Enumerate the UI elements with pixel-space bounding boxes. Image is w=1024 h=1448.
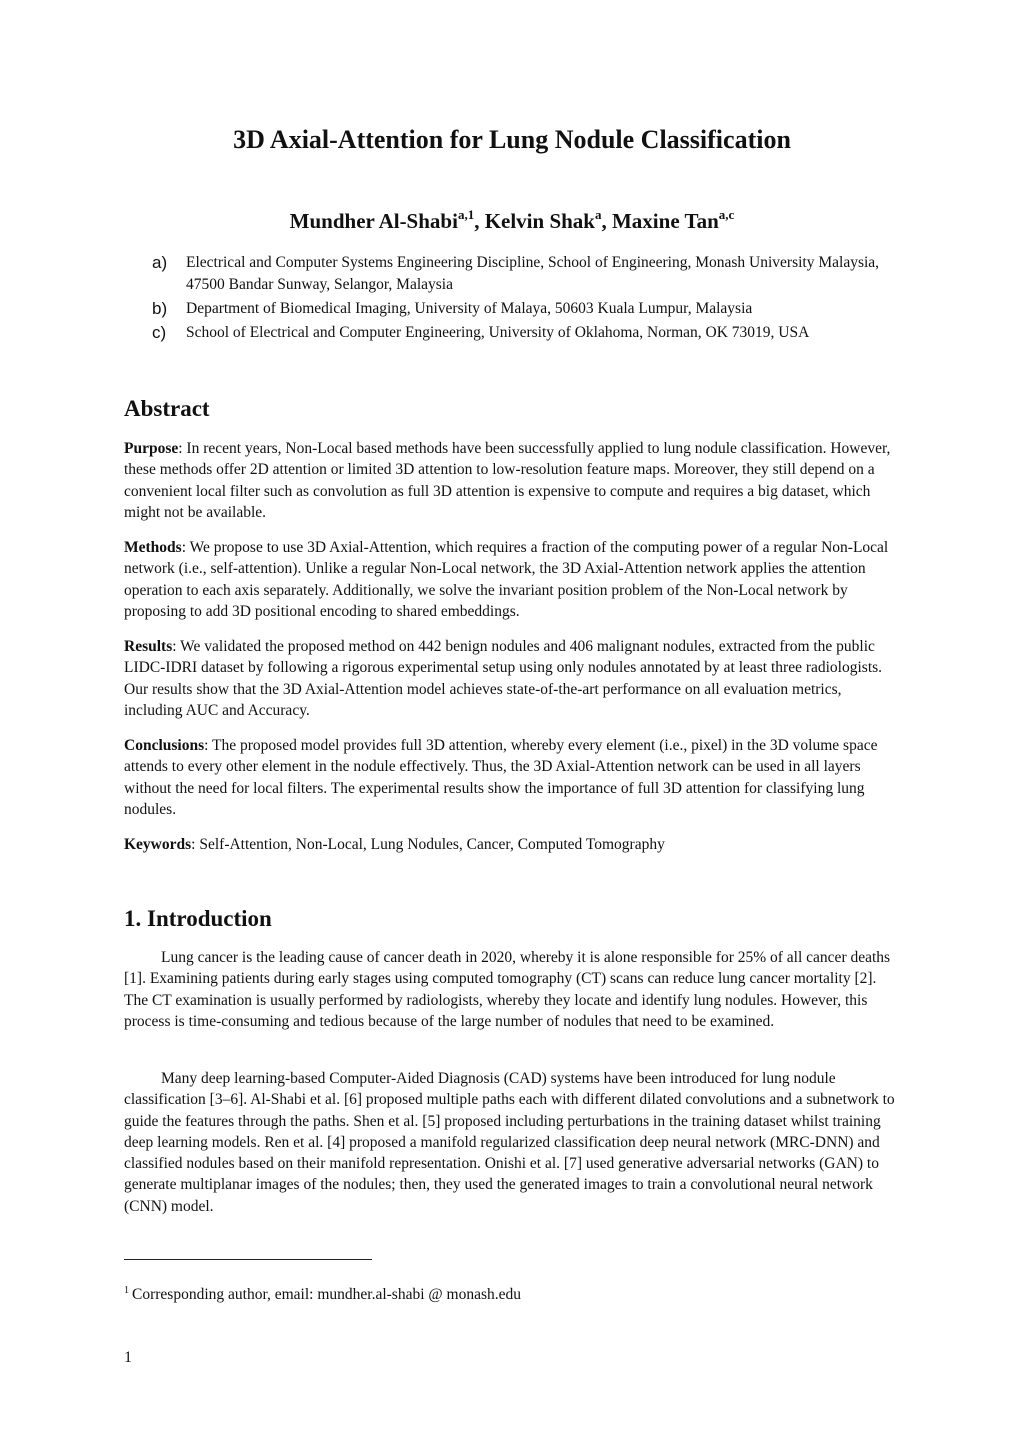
affiliation-text: Department of Biomedical Imaging, University of Malaya, 50603 Kuala Lumpur, Malaysia xyxy=(186,300,753,317)
keywords-text: : Self-Attention, Non-Local, Lung Nodules, Cancer, Computed Tomography xyxy=(191,836,665,853)
author-name: Mundher Al-Shabi xyxy=(289,209,458,233)
affiliation-mark: c) xyxy=(152,323,167,342)
affiliation-text: School of Electrical and Computer Engineering, University of Oklahoma, Norman, OK 73019, USA xyxy=(186,324,810,341)
author-list xyxy=(0,207,1024,235)
introduction-heading: 1. Introduction xyxy=(124,906,272,931)
intro-paragraph-1: Lung cancer is the leading cause of cancer death in 2020, whereby it is alone responsible for 25% of all cancer deaths [1]. Examining patients during early stages using computed tomography (CT) scans can reduce lung cancer mortality [2]. The CT examination is usually performed by radiologists, whereby they locate and identify lung nodules. However, this process is time-consuming and tedious because of the large number of nodules that need to be examined. xyxy=(124,949,891,1030)
author-name: Kelvin Shak xyxy=(484,209,595,233)
conclusions-label: Conclusions xyxy=(124,737,205,754)
author-separator: , xyxy=(601,209,612,233)
author-affiliation-mark: a xyxy=(594,207,602,222)
abstract-conclusions xyxy=(124,735,900,820)
intro-paragraph-2: Many deep learning-based Computer-Aided Diagnosis (CAD) systems have been introduced for lung nodule classification [3–6]. Al-Shabi et al. [6] proposed multiple paths each with different dilated convolutions and a subnetwork to guide the features through the paths. Shen et al. [5] proposed including perturbations in the training dataset whilst training deep learning models. Ren et al. [4] proposed a manifold regularized classification deep neural network (MRC-DNN) and classified nodules based on their manifold representation. Onishi et al. [7] used generative adversarial networks (GAN) to generate multiplanar images of the nodules; then, they used the generated images to train a convolutional neural network (CNN) model. xyxy=(124,1070,895,1215)
footnote-divider xyxy=(124,1259,372,1260)
affiliation-item xyxy=(152,298,912,320)
purpose-text: : In recent years, Non-Local based methods have been successfully applied to lung nodule classification. However, these methods offer 2D attention or limited 3D attention to low-resolution feature maps. Moreover, they still depend on a convenient local filter such as convolution as full 3D attention is expensive to compute and requires a big dataset, which might not be available. xyxy=(124,440,891,521)
abstract-purpose xyxy=(124,438,900,523)
footnote-text: Corresponding author, email: mundher.al-shabi @ monash.edu xyxy=(132,1286,522,1303)
footnote xyxy=(124,1285,521,1305)
page-number: 1 xyxy=(124,1349,132,1366)
affiliation-text: Electrical and Computer Systems Engineering Discipline, School of Engineering, Monash University Malaysia, 47500 Bandar Sunway, Selangor, Malaysia xyxy=(186,254,880,293)
keywords-label: Keywords xyxy=(124,836,192,853)
affiliation-item xyxy=(152,322,912,344)
author-separator: , xyxy=(474,209,485,233)
affiliation-mark: a) xyxy=(152,253,168,272)
methods-text: : We propose to use 3D Axial-Attention, which requires a fraction of the computing power of a regular Non-Local network (i.e., self-attention). Unlike a regular Non-Local network, the 3D Axial-Attention network applies the attention operation to each axis separately. Additionally, we solve the invariant position problem of the Non-Local network by proposing to add 3D positional encoding to shared embeddings. xyxy=(124,539,889,620)
keywords xyxy=(124,834,900,855)
abstract-results xyxy=(124,636,900,721)
affiliation-list xyxy=(152,252,912,346)
affiliation-mark: b) xyxy=(152,299,168,318)
abstract-methods xyxy=(124,537,900,622)
results-label: Results xyxy=(124,638,173,655)
paper-title: 3D Axial-Attention for Lung Nodule Classification xyxy=(233,125,791,154)
purpose-label: Purpose xyxy=(124,440,179,457)
author-affiliation-mark: a,c xyxy=(718,207,735,222)
abstract-heading: Abstract xyxy=(124,396,210,421)
results-text: : We validated the proposed method on 442 benign nodules and 406 malignant nodules, extracted from the public LIDC-IDRI dataset by following a rigorous experimental setup using only nodules annotated by at least three radiologists. Our results show that the 3D Axial-Attention model achieves state-of-the-art performance on all evaluation metrics, including AUC and Accuracy. xyxy=(124,638,883,719)
affiliation-item xyxy=(152,252,912,296)
conclusions-text: : The proposed model provides full 3D attention, whereby every element (i.e., pixel) in the 3D volume space attends to every other element in the nodule effectively. Thus, the 3D Axial-Attention network can be used in all layers without the need for local filters. The experimental results show the importance of full 3D attention for classifying lung nodules. xyxy=(124,737,878,818)
author-name: Maxine Tan xyxy=(611,209,719,233)
footnote-mark: 1 xyxy=(124,1285,129,1296)
methods-label: Methods xyxy=(124,539,182,556)
author-affiliation-mark: a,1 xyxy=(457,207,475,222)
